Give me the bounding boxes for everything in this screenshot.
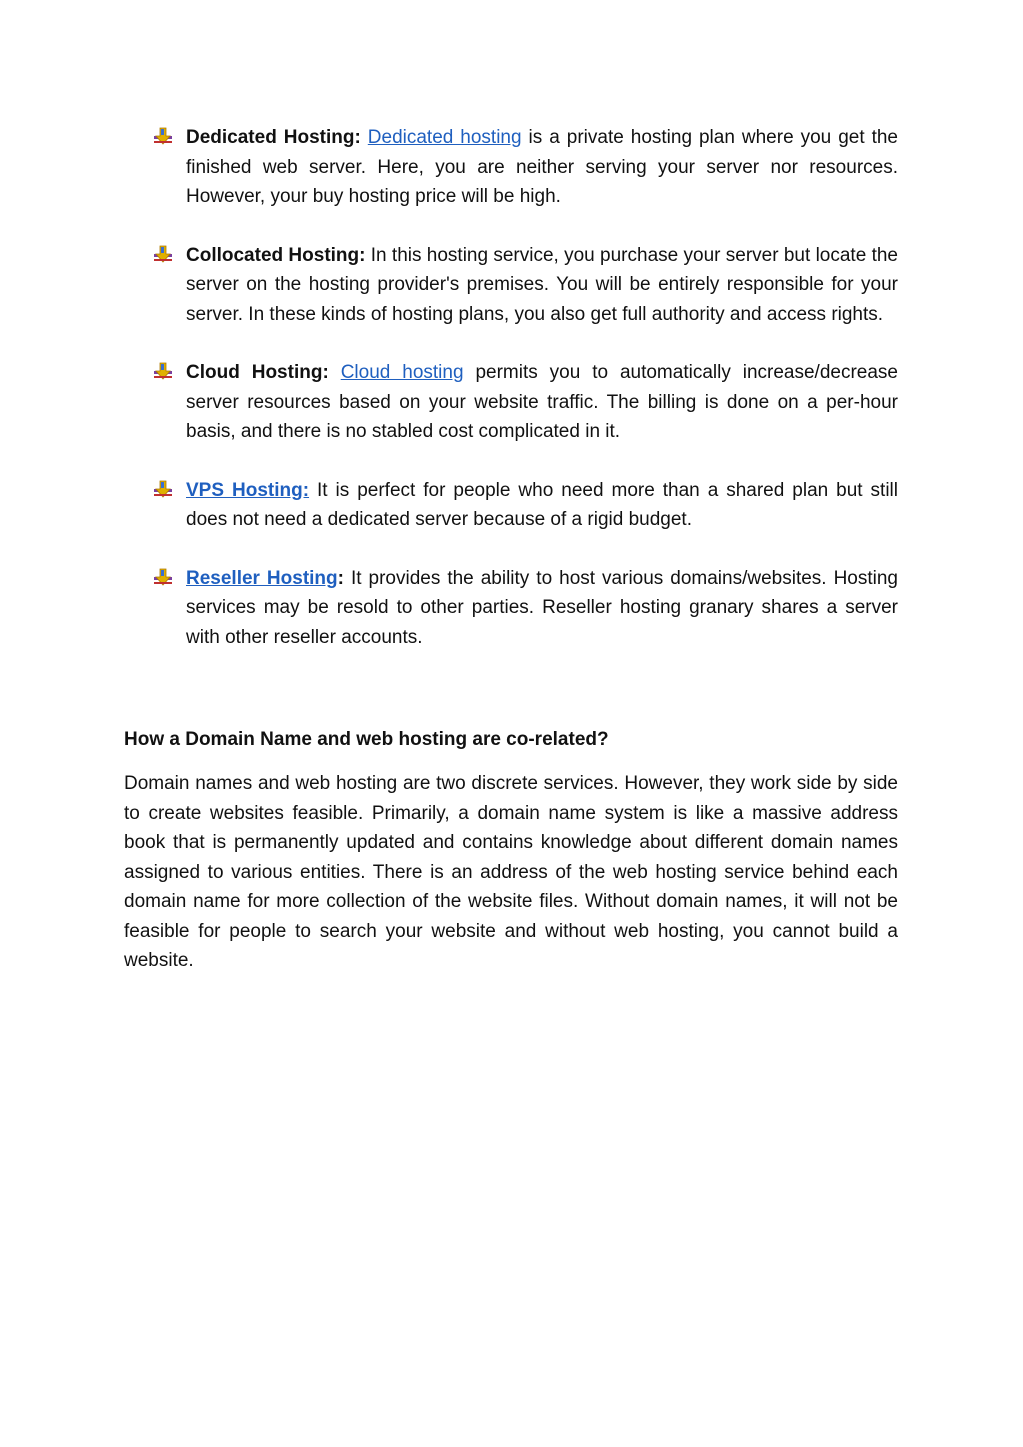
term-collocated-hosting: Collocated Hosting: <box>186 244 366 266</box>
term-suffix-reseller-hosting: : <box>337 567 344 589</box>
arrow-bullet-icon <box>152 127 174 147</box>
list-item-vps-hosting <box>152 476 898 535</box>
arrow-bullet-icon <box>152 362 174 382</box>
description-cloud-hosting: permits you to automatically increase/decrease server resources based on your website traffic. The billing is done on a per-hour basis, and there is no stabled cost complicated in it. <box>186 362 898 442</box>
term-dedicated-hosting: Dedicated Hosting: <box>186 127 361 148</box>
hosting-types-list <box>152 123 898 652</box>
arrow-bullet-icon <box>152 480 174 500</box>
list-item-dedicated-hosting <box>152 123 898 212</box>
link-dedicated-hosting[interactable]: Dedicated hosting <box>367 127 522 148</box>
description-dedicated-hosting: is a private hosting plan where you get the finished web server. Here, you are neither serving your server nor resources. However, your buy hosting price will be high. <box>186 127 898 207</box>
list-item-reseller-hosting <box>152 564 898 653</box>
arrow-bullet-icon <box>152 568 174 588</box>
description-collocated-hosting: In this hosting service, you purchase your server but locate the server on the hosting provider's premises. You will be entirely responsible for your server. In these kinds of hosting plans, you also get full authority and access rights. <box>186 244 898 325</box>
link-cloud-hosting[interactable]: Cloud hosting <box>340 362 464 383</box>
arrow-bullet-icon <box>152 245 174 265</box>
link-reseller-hosting[interactable]: Reseller Hosting <box>186 567 338 589</box>
description-vps-hosting: It is perfect for people who need more than a shared plan but still does not need a dedicated server because of a rigid budget. <box>186 479 898 530</box>
link-vps-hosting[interactable]: VPS Hosting: <box>186 479 310 501</box>
section-paragraph: Domain names and web hosting are two discrete services. However, they work side by side to create websites feasible. Primarily, a domain name system is like a massive address book that is permanently updated and contains knowledge about different domain names assigned to various entities. There is an address of the web hosting service behind each domain name for more collection of the website files. Without domain names, it will not be feasible for people to search your website and without web hosting, you cannot build a website. <box>124 773 898 971</box>
section-heading: How a Domain Name and web hosting are co-related? <box>124 729 609 750</box>
list-item-collocated-hosting <box>152 241 898 330</box>
description-reseller-hosting: It provides the ability to host various domains/websites. Hosting services may be resold to other parties. Reseller hosting granary shares a server with other reseller accounts. <box>186 567 898 648</box>
term-cloud-hosting: Cloud Hosting: <box>186 362 329 383</box>
list-item-cloud-hosting <box>152 358 898 447</box>
